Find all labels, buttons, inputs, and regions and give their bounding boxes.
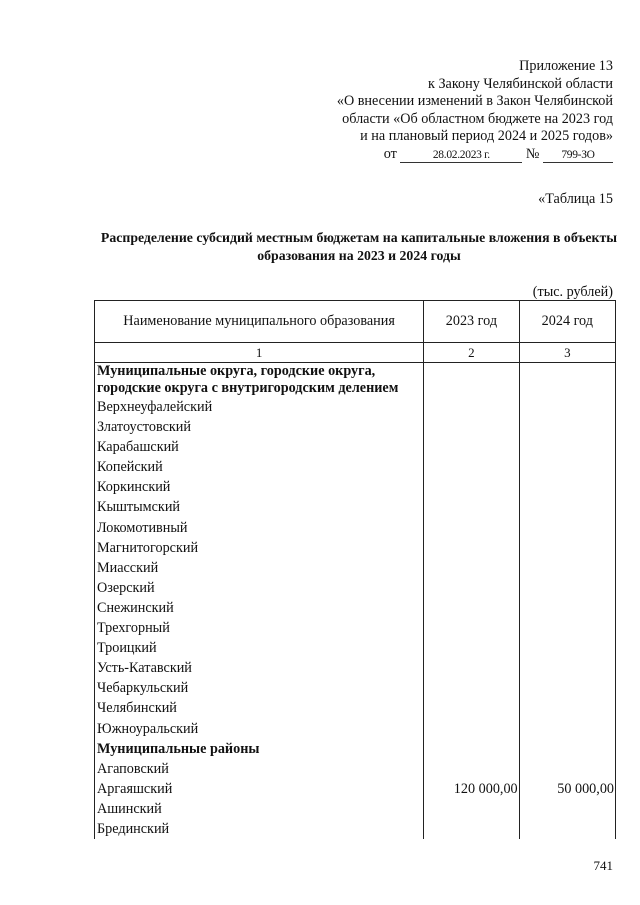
value-2024 — [520, 719, 615, 739]
table-row-name: Усть-Катавский — [97, 660, 192, 677]
table-row-name: Златоустовский — [97, 419, 191, 436]
table-row-name: Южноуральский — [97, 720, 199, 737]
value-2023 — [424, 397, 518, 417]
law-date-number-line — [337, 146, 613, 164]
value-2023 — [424, 698, 518, 718]
value-2024 — [520, 437, 615, 457]
value-2024: 50 000,00 — [557, 780, 614, 797]
value-2023 — [424, 578, 518, 598]
table-row-name: Чебаркульский — [97, 680, 189, 697]
table-row-name: Кыштымский — [97, 499, 181, 516]
header-2023: 2023 год — [424, 301, 519, 343]
table-row-name: Трехгорный — [97, 620, 170, 637]
section-heading-rayony: Муниципальные районы — [97, 740, 260, 757]
table-row-name: Магнитогорский — [97, 539, 199, 556]
value-2023 — [424, 759, 518, 779]
table-row-name: Озерский — [97, 579, 155, 596]
table-row-name: Троицкий — [97, 640, 157, 657]
law-date: 28.02.2023 г. — [400, 149, 522, 163]
value-2023 — [424, 598, 518, 618]
table-row-name: Локомотивный — [97, 519, 188, 536]
col-number-1: 1 — [95, 343, 424, 363]
value-2024 — [520, 417, 615, 437]
value-2024 — [520, 759, 615, 779]
value-2024 — [520, 477, 615, 497]
page-number: 741 — [593, 858, 613, 873]
value-2023 — [424, 538, 518, 558]
value-2024 — [520, 638, 615, 658]
header-name: Наименование муниципального образования — [95, 301, 424, 343]
value-2023 — [424, 518, 518, 538]
value-2024 — [520, 618, 615, 638]
table-note: «Таблица 15 — [538, 191, 613, 207]
value-2023: 120 000,00 — [453, 780, 518, 797]
table-row-name: Миасский — [97, 559, 159, 576]
law-number: 799-ЗО — [543, 149, 613, 163]
value-2023 — [424, 558, 518, 578]
table-row-name: Брединский — [97, 820, 170, 837]
value-2023 — [424, 799, 518, 819]
value-2023 — [424, 719, 518, 739]
value-2024 — [520, 698, 615, 718]
value-2024 — [520, 497, 615, 517]
value-2023 — [424, 497, 518, 517]
header-line-2: к Закону Челябинской области — [428, 75, 613, 92]
units-label: (тыс. рублей) — [532, 284, 613, 300]
header-line-3: «О внесении изменений в Закон Челябинской — [336, 93, 613, 110]
table-row-name: Коркинский — [97, 479, 171, 496]
header-line-1: Приложение 13 — [519, 58, 613, 74]
values-2023-column — [424, 363, 519, 840]
col-number-2: 2 — [424, 343, 519, 363]
value-2023 — [424, 477, 518, 497]
number-label: № — [525, 145, 540, 162]
document-title: Распределение субсидий местным бюджетам на капитальные вложения в объекты образования на 2023 и 2024 годы — [100, 230, 618, 263]
value-2024 — [520, 658, 615, 678]
value-2024 — [520, 397, 615, 417]
value-2024 — [520, 678, 615, 698]
section-heading-okruga: Муниципальные округа, городские округа, городские округа с внутригородским делением — [97, 363, 399, 396]
table-row-name: Ашинский — [97, 800, 162, 817]
value-2023 — [424, 417, 518, 437]
table-row-name: Карабашский — [97, 439, 179, 456]
value-2024 — [520, 518, 615, 538]
names-column — [95, 363, 424, 840]
value-2024 — [520, 819, 615, 839]
value-2024 — [520, 457, 615, 477]
table-row-name: Верхнеуфалейский — [97, 399, 213, 415]
value-2024 — [520, 558, 615, 578]
subsidy-table — [94, 300, 616, 839]
value-2023 — [424, 457, 518, 477]
value-2023 — [424, 437, 518, 457]
header-2024: 2024 год — [519, 301, 615, 343]
value-2024 — [520, 598, 615, 618]
value-2023 — [424, 819, 518, 839]
value-2024 — [520, 799, 615, 819]
value-2023 — [424, 618, 518, 638]
value-2023 — [424, 638, 518, 658]
document-header — [337, 58, 613, 164]
value-2024 — [520, 578, 615, 598]
table-row-name: Снежинский — [97, 599, 174, 616]
value-2023 — [424, 658, 518, 678]
table-row-name: Агаповский — [97, 760, 169, 777]
table-row-name: Аргаяшский — [97, 780, 173, 797]
value-2024 — [520, 538, 615, 558]
from-label: от — [383, 145, 397, 162]
header-line-4: области «Об областном бюджете на 2023 год — [342, 110, 613, 127]
table-row-name: Копейский — [97, 459, 163, 476]
header-line-5: и на плановый период 2024 и 2025 годов» — [360, 128, 613, 145]
table-row-name: Челябинский — [97, 700, 177, 717]
value-2023 — [424, 678, 518, 698]
col-number-3: 3 — [519, 343, 615, 363]
values-2024-column — [519, 363, 615, 840]
